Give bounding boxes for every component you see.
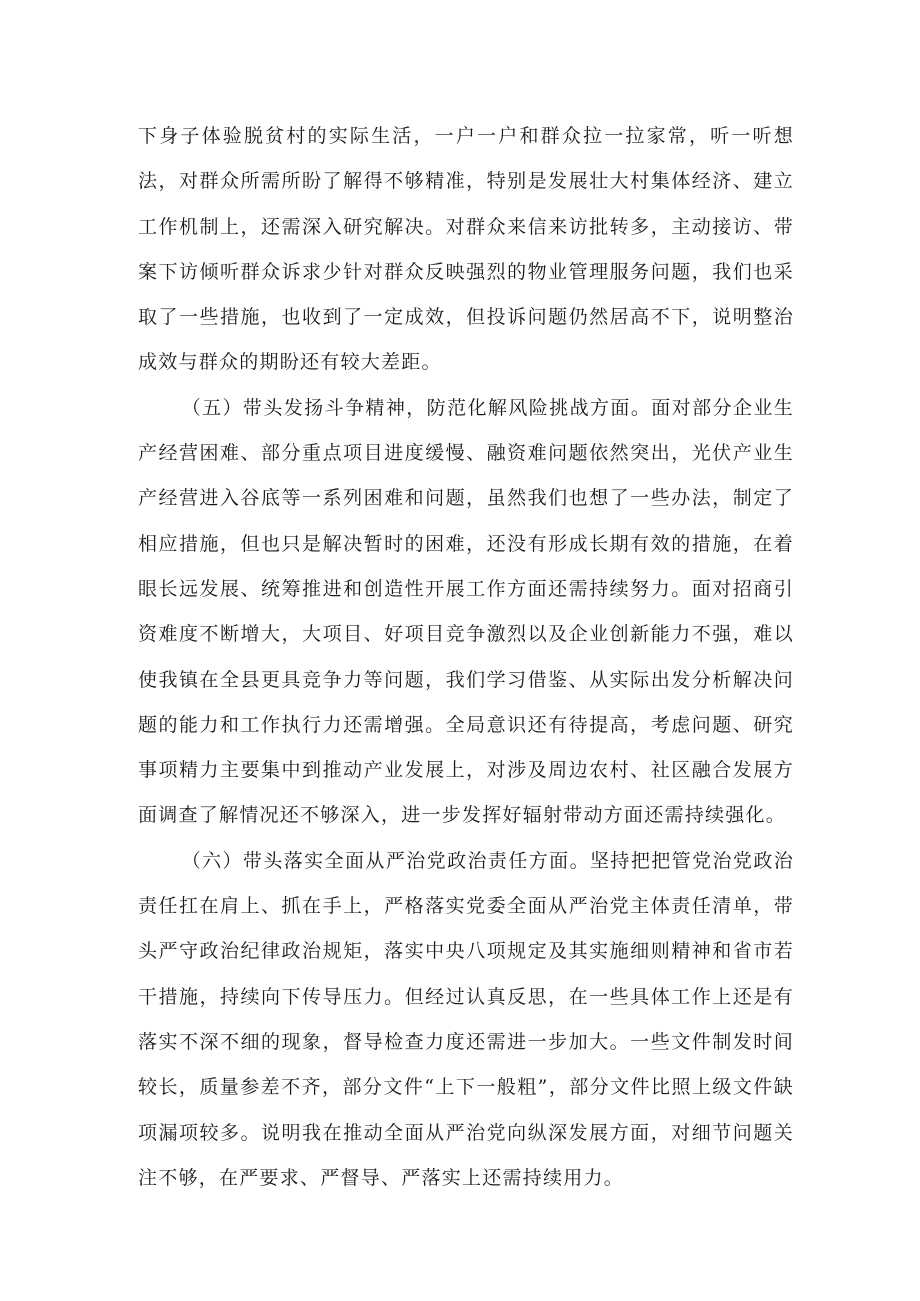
paragraph-section-5: （五）带头发扬斗争精神，防范化解风险挑战方面。面对部分企业生产经营困难、部分重点项目进度缓慢、融资难问题依然突出，光伏产业生产经营进入谷底等一系列困难和问题，虽然我们也想了一些办法，制定了相应措施，但也只是解决暂时的困难，还没有形成长期有效的措施，在着眼长远发展、统筹推进和创造性开展工作方面还需持续努力。面对招商引资难度不断增大，大项目、好项目竞争激烈以及企业创新能力不强，难以使我镇在全县更具竞争力等问题，我们学习借鉴、从实际出发分析解决问题的能力和工作执行力还需增强。全局意识还有待提高，考虑问题、研究事项精力主要集中到推动产业发展上，对涉及周边农村、社区融合发展方面调查了解情况还不够深入，进一步发挥好辐射带动方面还需持续强化。 bbox=[138, 396, 794, 827]
document-body bbox=[138, 114, 794, 1201]
paragraph-section-6: （六）带头落实全面从严治党政治责任方面。坚持把把管党治党政治责任扛在肩上、抓在手上，严格落实党委全面从严治党主体责任清单，带头严守政治纪律政治规矩，落实中央八项规定及其实施细则精神和省市若干措施，持续向下传导压力。但经过认真反思，在一些具体工作上还是有落实不深不细的现象，督导检查力度还需进一步加大。一些文件制发时间较长，质量参差不齐，部分文件“上下一般粗”，部分文件比照上级文件缺项漏项较多。说明我在推动全面从严治党向纵深发展方面，对细节问题关注不够，在严要求、严督导、严落实上还需持续用力。 bbox=[138, 849, 794, 1189]
paragraph-continuation: 下身子体验脱贫村的实际生活，一户一户和群众拉一拉家常，听一听想法，对群众所需所盼了解得不够精准，特别是发展壮大村集体经济、建立工作机制上，还需深入研究解决。对群众来信来访批转多，主动接访、带案下访倾听群众诉求少针对群众反映强烈的物业管理服务问题，我们也采取了一些措施，也收到了一定成效，但投诉问题仍然居高不下，说明整治成效与群众的期盼还有较大差距。 bbox=[138, 125, 794, 374]
